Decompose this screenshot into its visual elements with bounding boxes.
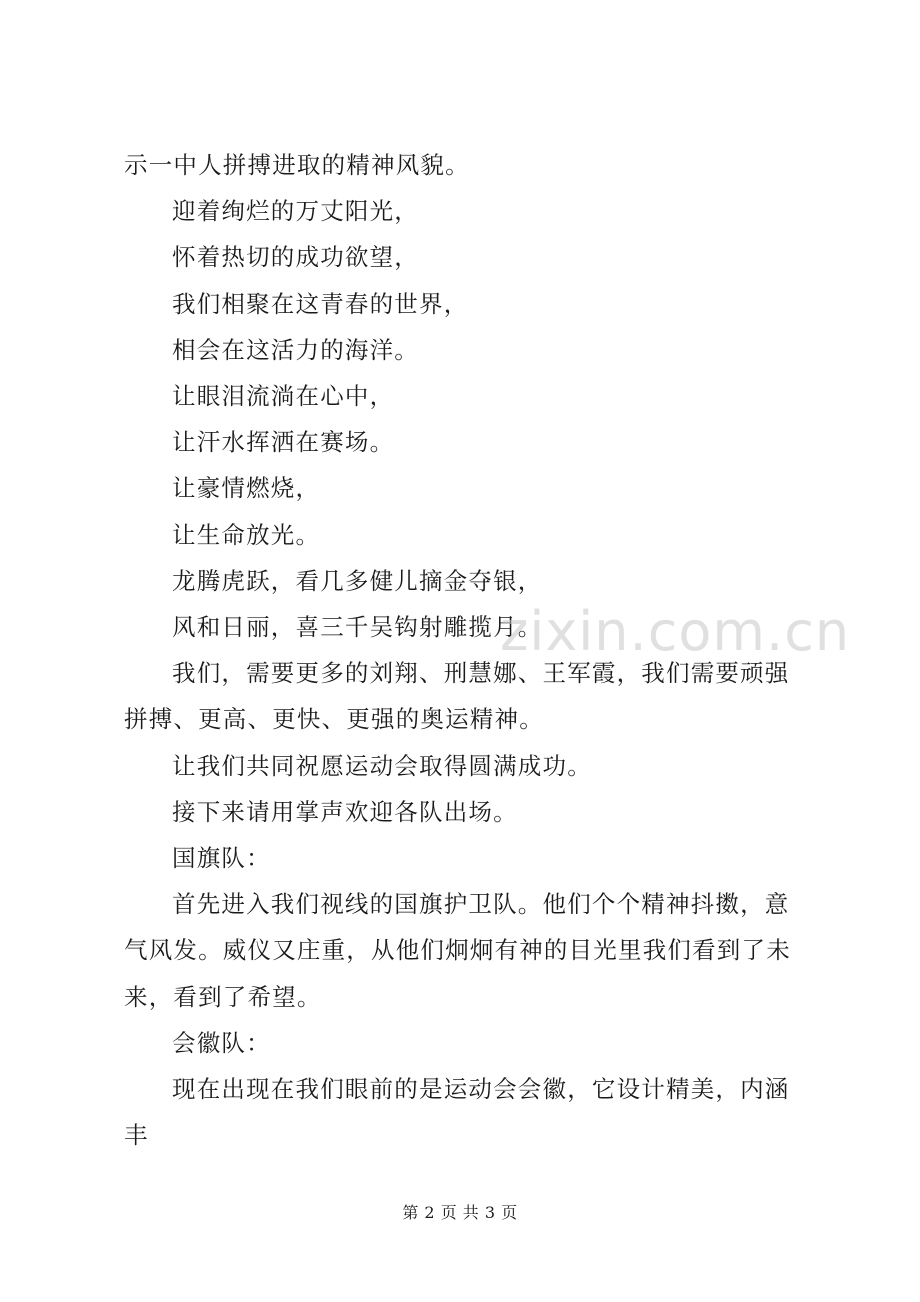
paragraph: 示一中人拼搏进取的精神风貌。 [124, 151, 470, 179]
paragraph: 国旗队： [172, 844, 271, 873]
paragraph: 让眼泪流淌在心中， [172, 382, 395, 411]
watermark: zixin.com.cn [500, 600, 851, 663]
paragraph: 迎着绚烂的万丈阳光， [172, 197, 419, 226]
paragraph: 首先进入我们视线的国旗护卫队。他们个个精神抖擞，意气风发。威仪又庄重，从他们炯炯有神的目光里我们看到了未来，看到了希望。 [124, 890, 791, 1011]
paragraph: 让我们共同祝愿运动会取得圆满成功。 [172, 751, 592, 780]
paragraph: 我们相聚在这青春的世界， [172, 289, 469, 318]
paragraph: 我们，需要更多的刘翔、刑慧娜、王军霞，我们需要顽强拼搏、更高、更快、更强的奥运精神。 [124, 659, 790, 734]
paragraph: 让豪情燃烧， [172, 474, 321, 503]
paragraph: 龙腾虎跃，看几多健儿摘金夺银， [172, 566, 543, 595]
paragraph: 让生命放光。 [172, 520, 321, 549]
paragraph: 怀着热切的成功欲望， [172, 243, 419, 272]
paragraph: 风和日丽，喜三千吴钩射雕揽月。 [172, 613, 543, 642]
paragraph: 现在出现在我们眼前的是运动会会徽，它设计精美，内涵丰 [124, 1075, 790, 1150]
paragraph: 会徽队： [172, 1028, 271, 1057]
paragraph: 接下来请用掌声欢迎各队出场。 [172, 797, 518, 826]
page-footer: 第 2 页 共 3 页 [402, 1203, 518, 1222]
paragraph: 相会在这活力的海洋。 [172, 335, 419, 364]
paragraph: 让汗水挥洒在赛场。 [172, 428, 395, 457]
